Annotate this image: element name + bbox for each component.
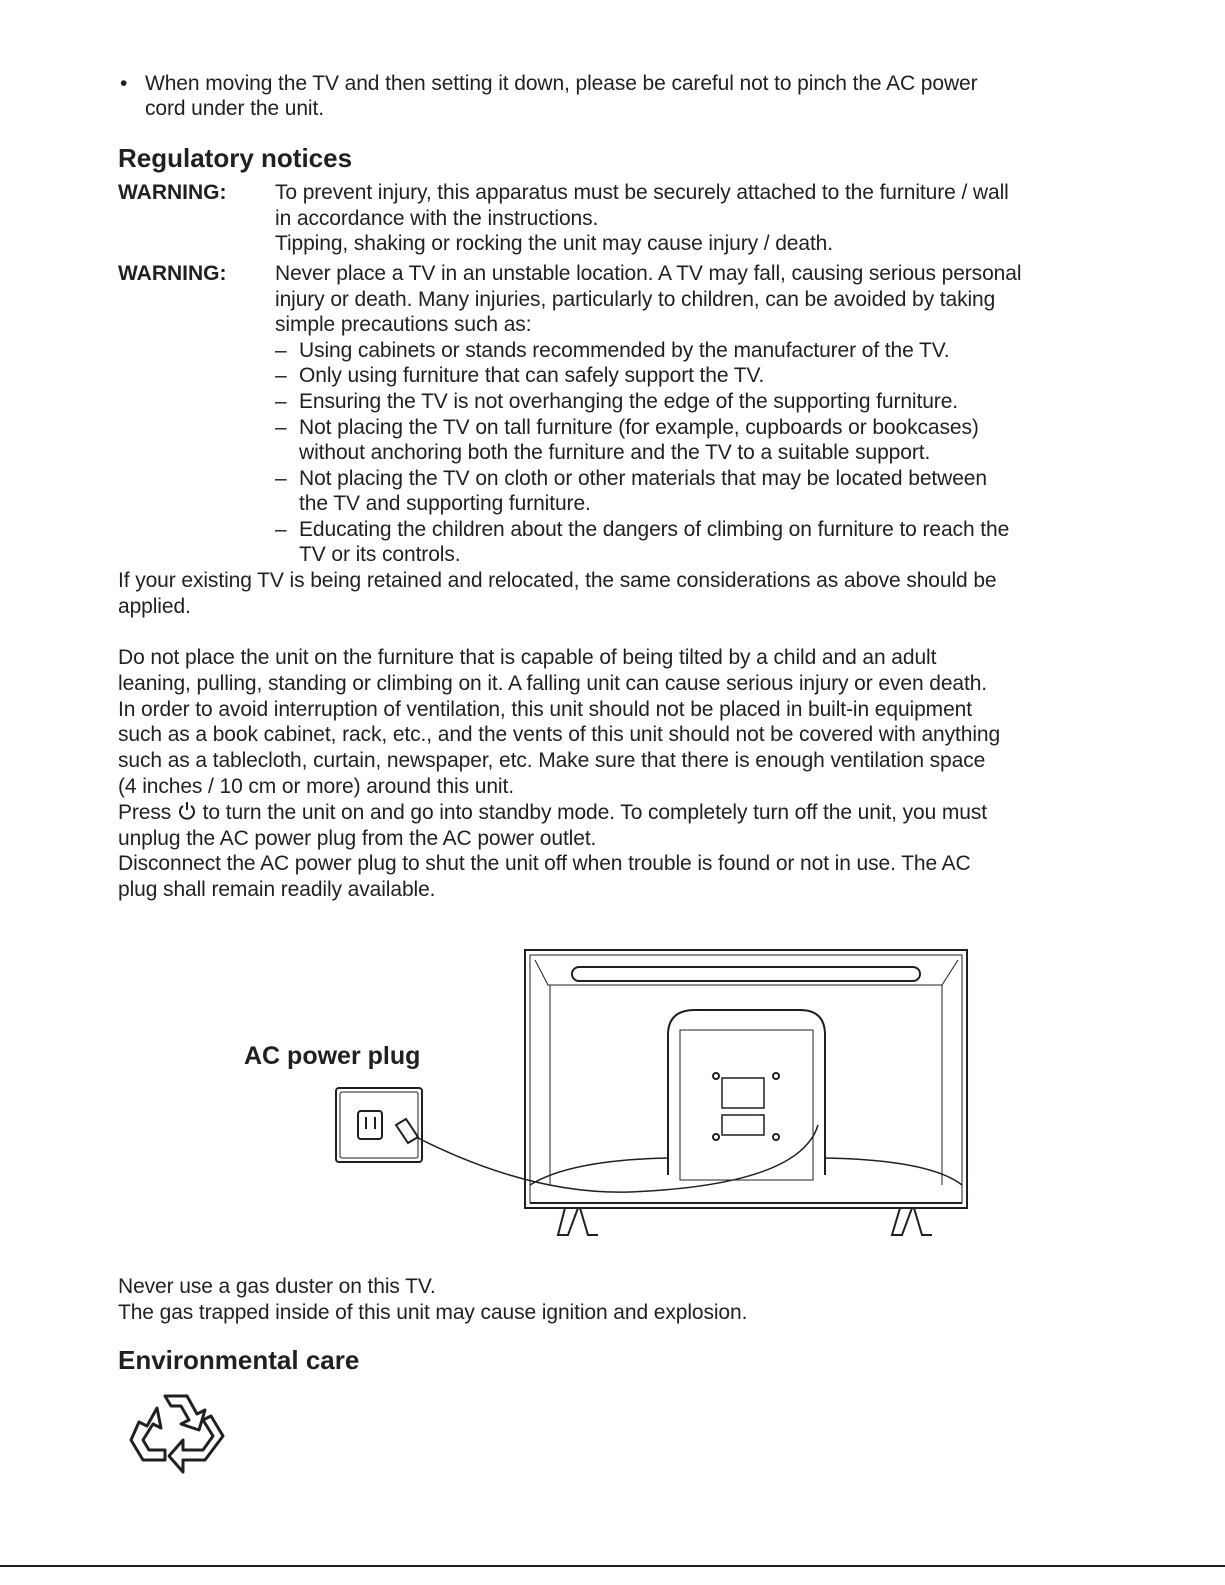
environmental-heading: Environmental care xyxy=(118,1345,360,1375)
tv-back xyxy=(525,950,967,1235)
body-line: plug shall remain readily available. xyxy=(118,878,436,901)
wall-outlet xyxy=(336,1088,818,1192)
bullet: • xyxy=(120,72,128,95)
body-line: The gas trapped inside of this unit may cause ignition and explosion. xyxy=(118,1301,748,1324)
warning-text: simple precautions such as: xyxy=(275,313,532,336)
press-line xyxy=(118,800,987,826)
body-line: Never use a gas duster on this TV. xyxy=(118,1275,436,1298)
regulatory-heading: Regulatory notices xyxy=(118,143,353,173)
warning-label: WARNING: xyxy=(118,181,227,204)
list-item: the TV and supporting furniture. xyxy=(299,492,591,515)
list-dash: – xyxy=(275,416,287,439)
list-item: without anchoring both the furniture and the TV to a suitable support. xyxy=(299,441,931,464)
body-line: applied. xyxy=(118,595,191,618)
press-before: Press xyxy=(118,801,177,824)
body-line: leaning, pulling, standing or climbing on it. A falling unit can cause serious injury or even death. xyxy=(118,672,988,695)
list-item: Educating the children about the dangers of climbing on furniture to reach the xyxy=(299,518,1010,541)
list-dash: – xyxy=(275,518,287,541)
intro-line: When moving the TV and then setting it down, please be careful not to pinch the AC power xyxy=(145,72,978,95)
list-dash: – xyxy=(275,467,287,490)
body-line: such as a book cabinet, rack, etc., and the vents of this unit should not be covered with anything xyxy=(118,723,1001,746)
warning-text: Never place a TV in an unstable location. A TV may fall, causing serious personal xyxy=(275,262,1022,285)
body-line: If your existing TV is being retained and relocated, the same considerations as above should be xyxy=(118,569,997,592)
body-line: such as a tablecloth, curtain, newspaper, etc. Make sure that there is enough ventilation space xyxy=(118,749,986,772)
list-item: Using cabinets or stands recommended by the manufacturer of the TV. xyxy=(299,339,950,362)
tv-rear-illustration xyxy=(330,945,975,1245)
body-line: (4 inches / 10 cm or more) around this unit. xyxy=(118,775,514,798)
list-dash: – xyxy=(275,364,287,387)
page-bottom-rule xyxy=(0,1565,1225,1567)
warning-text: injury or death. Many injuries, particularly to children, can be avoided by taking xyxy=(275,288,996,311)
figure-label: AC power plug xyxy=(244,1042,421,1070)
warning-label: WARNING: xyxy=(118,262,227,285)
list-item: Only using furniture that can safely support the TV. xyxy=(299,364,765,387)
list-item: Not placing the TV on cloth or other materials that may be located between xyxy=(299,467,987,490)
list-item: Ensuring the TV is not overhanging the edge of the supporting furniture. xyxy=(299,390,959,413)
list-item: TV or its controls. xyxy=(299,543,461,566)
list-item: Not placing the TV on tall furniture (for example, cupboards or bookcases) xyxy=(299,416,979,439)
power-icon xyxy=(177,801,197,821)
body-line: Disconnect the AC power plug to shut the unit off when trouble is found or not in use. The AC xyxy=(118,852,971,875)
intro-line: cord under the unit. xyxy=(145,97,324,120)
body-line: unplug the AC power plug from the AC power outlet. xyxy=(118,827,597,850)
warning-text: To prevent injury, this apparatus must be securely attached to the furniture / wall xyxy=(275,181,1009,204)
body-line: Do not place the unit on the furniture that is capable of being tilted by a child and an adult xyxy=(118,646,937,669)
recycle-icon xyxy=(125,1388,230,1488)
list-dash: – xyxy=(275,390,287,413)
press-after: to turn the unit on and go into standby mode. To completely turn off the unit, you must xyxy=(196,801,988,824)
warning-text: Tipping, shaking or rocking the unit may cause injury / death. xyxy=(275,232,833,255)
list-dash: – xyxy=(275,339,287,362)
body-line: In order to avoid interruption of ventilation, this unit should not be placed in built-in equipment xyxy=(118,698,972,721)
warning-text: in accordance with the instructions. xyxy=(275,207,599,230)
